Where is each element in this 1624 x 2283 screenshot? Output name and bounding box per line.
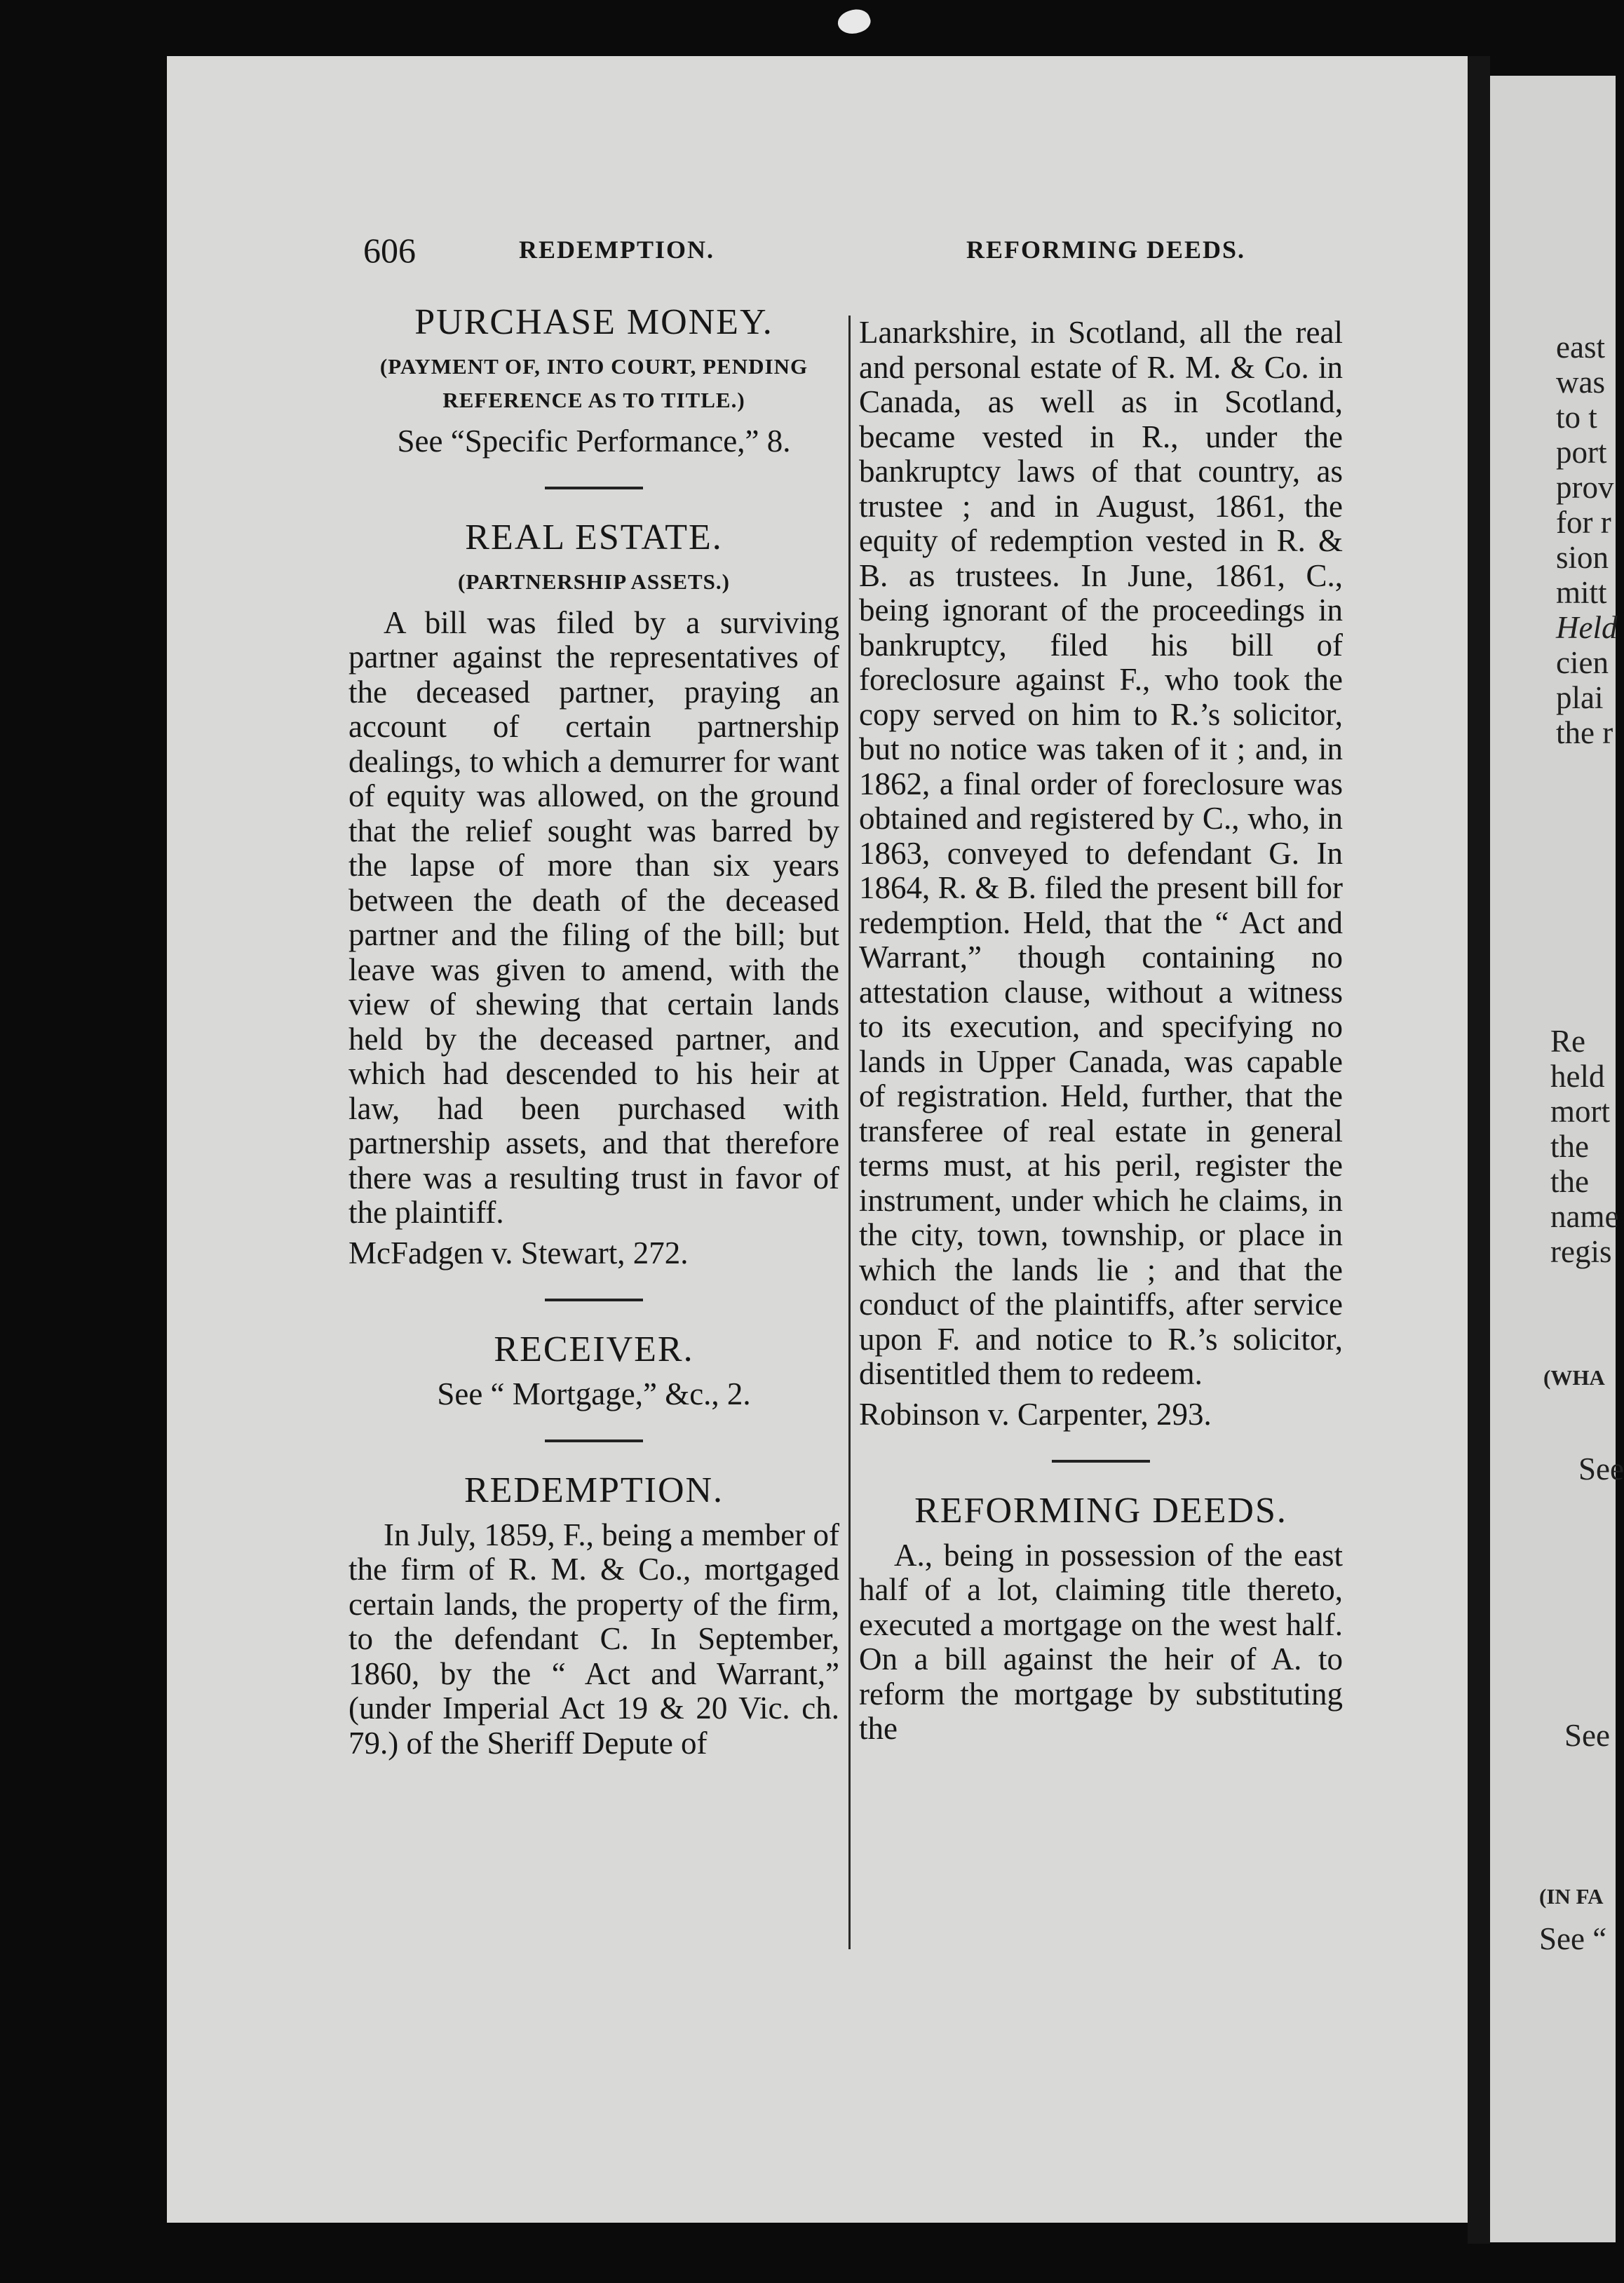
redemption-body: In July, 1859, F., being a member of the firm of R. M. & Co., mortgaged certain lands, the property of the firm, to the defendant C. In September, 1860, by the “ Act and Warrant,” (under Imperial Act 19 & 20 Vic. ch. 79.) of the Sheriff Depute of: [349, 1517, 839, 1761]
facing-fragment: the: [1550, 1129, 1589, 1164]
left-column: [349, 302, 839, 1761]
margin-spot: [835, 5, 874, 39]
facing-fragment: port: [1556, 435, 1607, 470]
facing-fragment: sion: [1556, 540, 1609, 575]
real-estate-heading: REAL ESTATE.: [465, 517, 723, 557]
column-divider: [848, 316, 851, 1949]
real-estate-body: A bill was filed by a surviving partner against the representatives of the deceased partner, praying an account of certain partnership dealings, to which a demurrer for want of equity was allowed, on the ground that the relief sought was barred by the lapse of more than six years between the death of the deceased partner and the filing of the bill; but leave was given to amend, with the view of shewing that certain lands held by the deceased partner, and which had descended to his heir at law, had been purchased with partnership assets, and that therefore there was a resulting trust in favor of the plaintiff.: [349, 604, 839, 1230]
purchase-money-subheading: (PAYMENT OF, INTO COURT, PENDING REFERENCE AS TO TITLE.): [379, 353, 808, 412]
real-estate-citation: McFadgen v. Stewart, 272.: [349, 1235, 689, 1271]
facing-fragment: (WHA: [1543, 1365, 1605, 1390]
redemption-citation: Robinson v. Carpenter, 293.: [859, 1396, 1212, 1432]
facing-fragment: held: [1550, 1059, 1605, 1094]
right-running-title: REFORMING DEEDS.: [966, 236, 1246, 264]
reforming-deeds-heading: REFORMING DEEDS.: [914, 1491, 1287, 1531]
facing-fragment: cien: [1556, 645, 1609, 680]
facing-fragment: mort: [1550, 1094, 1610, 1129]
facing-fragment: Re: [1550, 1024, 1585, 1059]
facing-fragment: east: [1556, 330, 1605, 365]
section-rule: [1052, 1460, 1150, 1463]
redemption-heading: REDEMPTION.: [463, 1470, 724, 1510]
book-gutter: [1468, 56, 1490, 2244]
section-rule: [545, 1299, 643, 1301]
facing-fragment: Held: [1556, 610, 1618, 645]
facing-fragment: the: [1550, 1164, 1589, 1199]
facing-fragment: name: [1550, 1199, 1619, 1234]
facing-fragment: See “: [1539, 1921, 1607, 1956]
real-estate-subheading: (PARTNERSHIP ASSETS.): [458, 569, 730, 594]
section-rule: [545, 1439, 643, 1442]
receiver-heading: RECEIVER.: [494, 1329, 694, 1369]
facing-fragment: See: [1564, 1718, 1610, 1753]
purchase-money-heading: PURCHASE MONEY.: [414, 302, 773, 342]
facing-fragment: (IN FA: [1539, 1884, 1604, 1909]
facing-fragment: See: [1578, 1451, 1624, 1486]
facing-fragment: was: [1556, 365, 1605, 400]
facing-fragment: regis: [1550, 1234, 1612, 1269]
facing-fragment: to t: [1556, 400, 1597, 435]
facing-fragment: prov: [1556, 470, 1614, 505]
receiver-see-reference: See “ Mortgage,” &c., 2.: [437, 1376, 751, 1411]
facing-fragment: for r: [1556, 505, 1611, 540]
reforming-deeds-body: A., being in possession of the east half of a lot, claiming title thereto, executed a mortgage on the west half. On a bill against the heir of A. to reform the mortgage by substituting the: [859, 1537, 1343, 1746]
purchase-money-see-reference: See “Specific Performance,” 8.: [397, 423, 791, 459]
right-column: [859, 316, 1343, 1747]
facing-fragment: plai: [1556, 680, 1604, 715]
page-number: 606: [363, 231, 416, 270]
left-running-title: REDEMPTION.: [519, 236, 715, 264]
facing-page: [1490, 76, 1624, 2242]
redemption-body-continued: Lanarkshire, in Scotland, all the real and personal estate of R. M. & Co. in Canada, as well as in Scotland, became vested in R., under the bankruptcy laws of that country, as trustee ; and in August, 1861, the equity of redemption vested in R. & B. as trustees. In June, 1861, C., being ignorant of the proceedings in bankruptcy, filed his bill of foreclosure against F., who took the copy served on him to R.’s solicitor, but no notice was taken of it ; and, in 1862, a final order of foreclosure was obtained and registered by C., who, in 1863, conveyed to defendant G. In 1864, R. & B. filed the present bill for redemption. Held, that the “ Act and Warrant,” though containing no attestation clause, without a witness to its execution, and specifying no lands in Upper Canada, was capable of registration. Held, further, that the transferee of real estate in general terms must, at his peril, register the instrument, under which he claims, in the city, town, township, or place in which the lands lie ; and that the conduct of the plaintiffs, after service upon F. and notice to R.’s solicitor, disentitled them to redeem.: [859, 315, 1343, 1391]
section-rule: [545, 487, 643, 489]
facing-fragment: the r: [1556, 715, 1613, 750]
facing-fragment: mitt: [1556, 575, 1607, 610]
